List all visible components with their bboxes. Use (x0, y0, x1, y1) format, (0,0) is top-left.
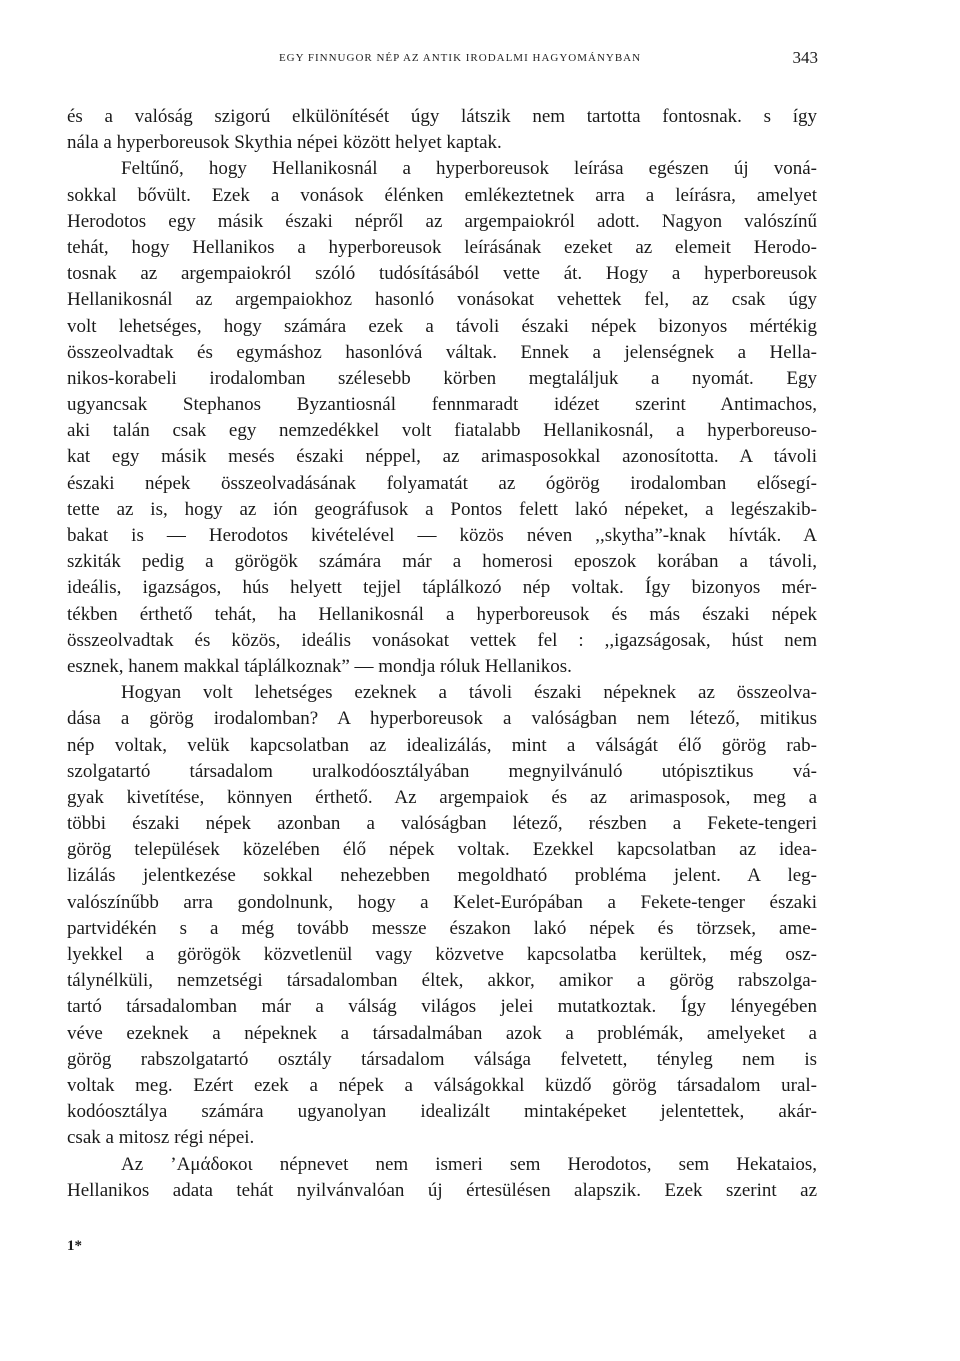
text-line: többi északi népek azonban a valóságban létező, részben a Fekete-tengeri (67, 813, 817, 835)
text-line: tette az is, hogy az ión geográfusok a Pontos felett lakó népeket, a legészakib- (67, 498, 817, 520)
text-line: Hellanikosnál az argempaiokhoz hasonló vonásokat vehettek fel, az csak úgy (67, 289, 817, 311)
text-line: tékben érthető tehát, ha Hellanikosnál a hyperboreusok és más északi népek (67, 603, 817, 625)
text-line: összeolvadtak és közös, ideális vonásokat vettek fel : ,,igazságosak, húst nem (67, 629, 817, 651)
text-line: tosnak az argempaiokról szóló tudósításából vette át. Hogy a hyperboreusok (67, 263, 817, 285)
running-head: EGY FINNUGOR NÉP AZ ANTIK IRODALMI HAGYOMÁNYBAN (278, 52, 642, 64)
text-line: északi népek összeolvadásának folyamatát az ógörög irodalomban elősegí- (67, 472, 817, 494)
text-line: partvidékén s a még tovább messze északon lakó népek és törzsek, ame- (67, 917, 817, 939)
text-line: bakat is — Herodotos kivételével — közös néven ,,skytha”-knak hívták. A (67, 525, 817, 546)
text-line: voltak meg. Ezért ezek a népek a válságokkal küzdő görög társadalom ural- (67, 1074, 817, 1096)
paragraph-start-line: Az ’Αμάδοκοι népnevet nem ismeri sem Herodotos, sem Hekataios, (121, 1153, 817, 1175)
text-line: Herodotos egy másik északi népről az argempaiokról adott. Nagyon valószínű (67, 210, 817, 232)
text-line: összeolvadtak és egymáshoz hasonlóvá váltak. Ennek a jelenségnek a Hella- (67, 341, 817, 363)
text-line: aki talán csak egy nemzedékkel volt fiatalabb Hellanikosnál, a hyperboreuso- (67, 420, 817, 442)
text-line: ugyancsak Stephanos Byzantiosnál fennmaradt idézet szerint Antimachos, (67, 394, 817, 416)
text-line: görög rabszolgatartó osztály társadalom válsága felvetett, tényleg nem is (67, 1048, 817, 1070)
text-line: gyak kivetítése, könnyen érthető. Az argempaiok és az arimasposok, meg a (67, 786, 817, 808)
text-line: görög települések közelében élő népek voltak. Ezekkel kapcsolatban az idea- (67, 839, 817, 861)
text-line: és a valóság szigorú elkülönítését úgy látszik nem tartotta fontosnak. s így (67, 106, 817, 127)
text-line: valószínűbb arra gondolnunk, hogy a Kelet-Európában a Fekete-tenger északi (67, 891, 817, 913)
text-line: volt lehetséges, hogy számára ezek a távoli északi népek bizonyos mértékig (67, 315, 817, 337)
text-line: Hellanikos adata tehát nyilvánvalóan új értesülésen alapszik. Ezek szerint az (67, 1179, 817, 1201)
text-line: lizálás jelentkezése sokkal nehezebben megoldható probléma jelent. A leg- (67, 865, 817, 887)
text-line: ideális, igazságos, hús helyett tejjel táplálkozó nép voltak. Így bizonyos mér- (67, 577, 817, 599)
paragraph-start-line: Hogyan volt lehetséges ezeknek a távoli északi népeknek az összeolva- (121, 682, 817, 704)
text-line: dása a görög irodalomban? A hyperboreusok a valóságban nem létező, mitikus (67, 708, 817, 730)
text-line: szkiták pedig a görögök számára már a homerosi eposzok korában a távoli, (67, 551, 817, 573)
text-line: esznek, hanem makkal táplálkoznak” — mondja róluk Hellanikos. (67, 655, 572, 677)
text-line: lyekkel a görögök közvetlenül vagy közvetve kapcsolatba kerültek, még osz- (67, 944, 817, 965)
body-text (67, 104, 817, 1204)
signature-mark: 1* (67, 1238, 82, 1254)
text-line: nikos-korabeli irodalomban szélesebb körben megtaláljuk a nyomát. Egy (67, 367, 817, 389)
text-line: csak a mitosz régi népei. (67, 1127, 255, 1149)
text-line: sokkal bővült. Ezek a vonások élénken emlékeztetnek arra a leírásra, amelyet (67, 184, 817, 206)
text-line: kodóosztálya számára ugyanolyan idealizált mintaképeket jelentettek, akár- (67, 1101, 817, 1123)
page-number: 343 (792, 48, 818, 67)
text-line: tehát, hogy Hellanikos a hyperboreusok leírásának ezeket az elemeit Herodo- (67, 236, 817, 258)
text-line: nála a hyperboreusok Skythia népei között helyet kaptak. (67, 132, 502, 154)
text-line: tartó társadalomban már a válság világos jelei mutatkoztak. Így lényegében (67, 996, 817, 1018)
paragraph-start-line: Feltűnő, hogy Hellanikosnál a hyperboreusok leírása egészen új voná- (121, 158, 817, 180)
text-line: szolgatartó társadalom uralkodóosztályában megnyilvánuló utópisztikus vá- (67, 760, 817, 782)
text-line: nép voltak, velük kapcsolatban az idealizálás, mint a válságát élő görög rab- (67, 734, 817, 756)
text-line: tálynélküli, nemzetségi társadalomban éltek, akkor, amikor a görög rabszolga- (67, 970, 817, 992)
text-line: véve ezeknek a népeknek a társadalmában azok a problémák, amelyeket a (67, 1022, 817, 1044)
text-line: kat egy másik mesés északi néppel, az arimasposokkal azonosította. A távoli (67, 446, 817, 468)
